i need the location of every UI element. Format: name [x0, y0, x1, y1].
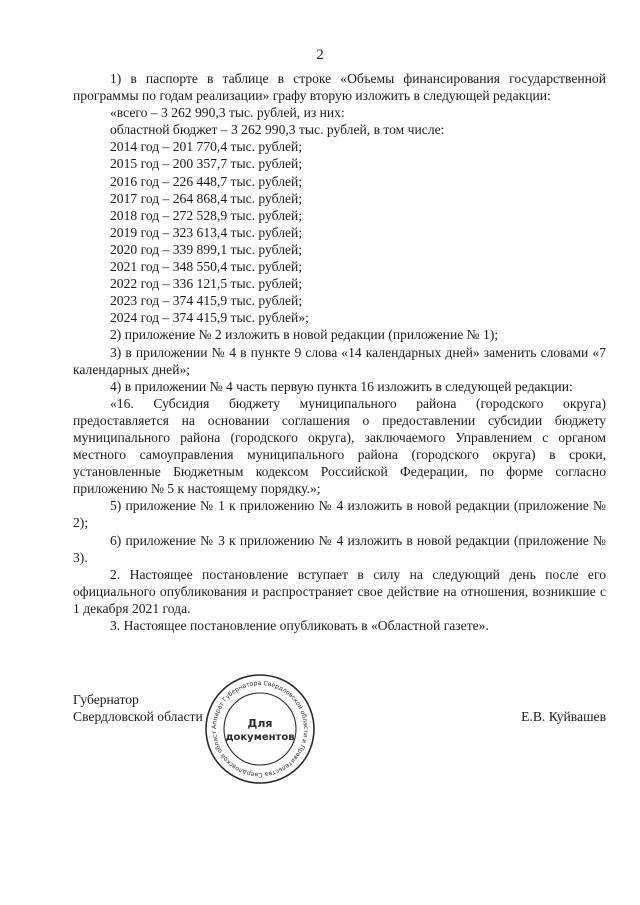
seal-ring-text-path: Аппарат Губернатора Свердловской области и Правительства Свердловской област: [210, 679, 310, 779]
signatory-position: [73, 691, 203, 725]
funding-line: 2015 год – 200 357,7 тыс. рублей;: [110, 156, 303, 172]
funding-line: 2018 год – 272 528,9 тыс. рублей;: [110, 207, 303, 223]
paragraph: «16. Субсидия бюджету муниципального района (городского округа) предоставляется на основании соглашения о предоставлении субсидии бюджету муниципального района (городского округа), заключаемого Управлением с органом местного самоуправления муниципального района (городского округа) в сроки, установленные Бюджетным кодексом Российской Федерации, по форме согласно приложению № 5 к настоящему порядку.»;: [73, 395, 606, 497]
signatory-position-line2: Свердловской области: [73, 709, 203, 725]
seal-center-line2: документов: [225, 732, 295, 743]
funding-line: «всего – 3 262 990,3 тыс. рублей, из них:: [110, 105, 345, 121]
seal-center-line1: Для: [247, 717, 273, 730]
funding-line: областной бюджет – 3 262 990,3 тыс. рублей, в том числе:: [110, 122, 445, 138]
page-number: 2: [316, 47, 324, 63]
signatory-position-line1: Губернатор: [73, 692, 139, 707]
funding-line: 2020 год – 339 899,1 тыс. рублей;: [110, 241, 303, 257]
funding-line: 2024 год – 374 415,9 тыс. рублей»;: [110, 310, 309, 326]
funding-line: 2022 год – 336 121,5 тыс. рублей;: [110, 276, 303, 292]
funding-line: 2019 год – 323 613,4 тыс. рублей;: [110, 224, 303, 240]
document-body: [73, 70, 606, 634]
paragraph: 3) в приложении № 4 в пункте 9 слова «14 календарных дней» заменить словами «7 календарных дней»;: [73, 344, 606, 377]
paragraph: 6) приложение № 3 к приложению № 4 изложить в новой редакции (приложение № 3).: [73, 532, 606, 565]
paragraph: 1) в паспорте в таблице в строке «Объемы финансирования государственной программы по годам реализации» графу вторую изложить в следующей редакции:: [73, 71, 606, 104]
paragraph: 4) в приложении № 4 часть первую пункта 16 изложить в следующей редакции:: [110, 378, 573, 394]
official-seal-stamp: [203, 672, 317, 786]
paragraph: 2) приложение № 2 изложить в новой редакции (приложение № 1);: [110, 327, 499, 343]
paragraph: 5) приложение № 1 к приложению № 4 изложить в новой редакции (приложение № 2);: [73, 498, 606, 531]
paragraph: 2. Настоящее постановление вступает в силу на следующий день после его официального опубликования и распространяет свое действие на отношения, возникшие с 1 декабря 2021 года.: [73, 566, 606, 616]
signatory-name: Е.В. Куйвашев: [521, 709, 606, 724]
funding-line: 2021 год – 348 550,4 тыс. рублей;: [110, 259, 303, 275]
paragraph: 3. Настоящее постановление опубликовать в «Областной газете».: [110, 618, 489, 633]
funding-line: 2014 год – 201 770,4 тыс. рублей;: [110, 139, 303, 155]
funding-line: 2016 год – 226 448,7 тыс. рублей;: [110, 173, 303, 189]
funding-line: 2023 год – 374 415,9 тыс. рублей;: [110, 293, 303, 309]
funding-line: 2017 год – 264 868,4 тыс. рублей;: [110, 190, 303, 206]
